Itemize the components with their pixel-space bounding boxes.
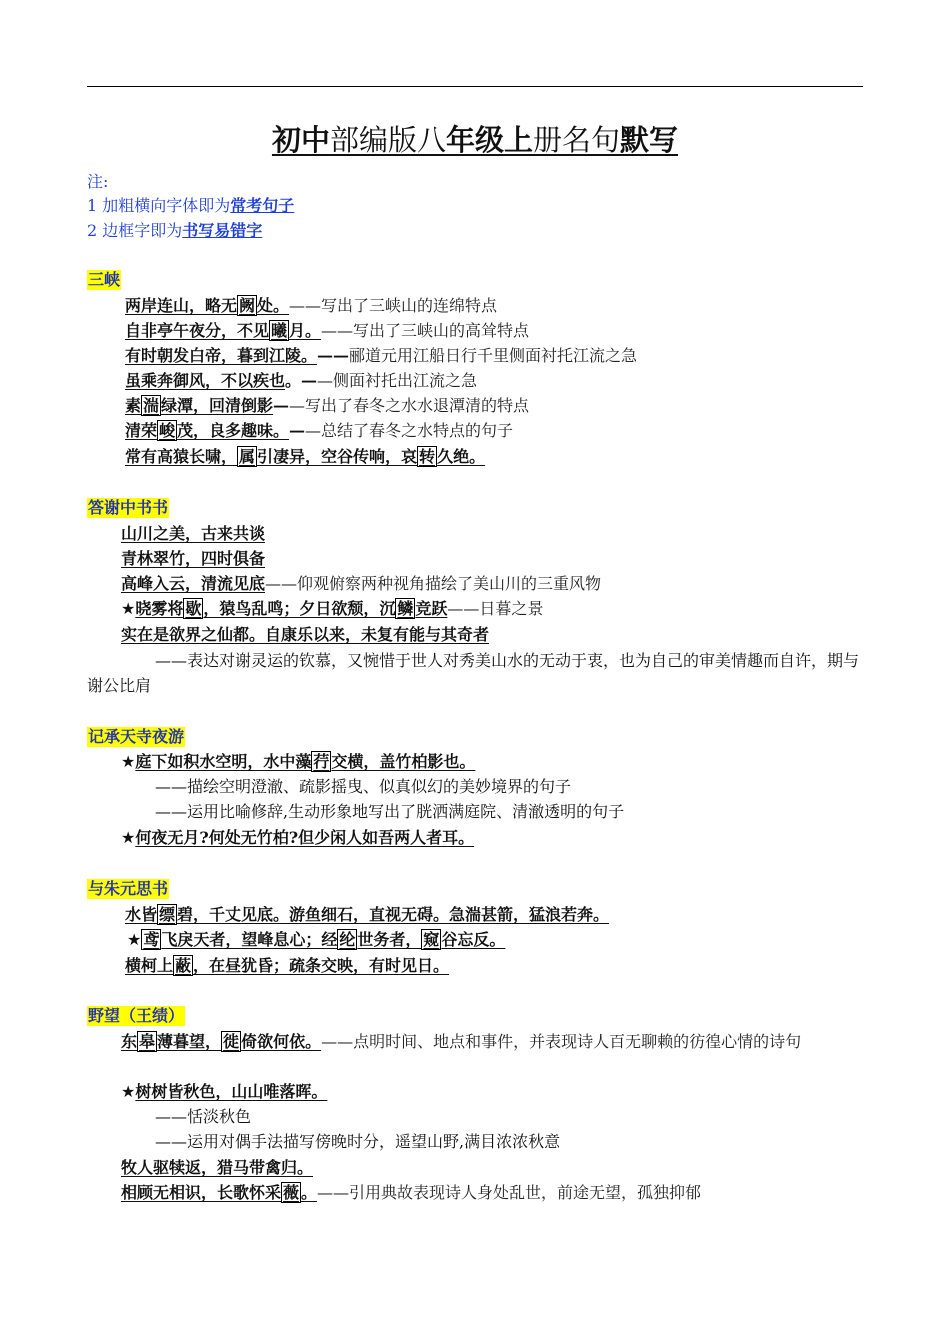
- text-span: 青林翠竹，四时俱备: [121, 549, 266, 568]
- text-span: 倚欲何依。: [241, 1032, 322, 1051]
- page-title: [0, 118, 950, 159]
- quote-line: [121, 599, 543, 619]
- text-span: 横柯上: [125, 956, 174, 975]
- text-span: 自非亭午夜分，不见: [125, 321, 270, 340]
- error-char-box: 湍: [143, 396, 160, 415]
- quote-line: [125, 421, 513, 441]
- text-span: 茂，良多趣味。: [177, 421, 290, 440]
- commentary-line: ——运用对偶手法描写傍晚时分，遥望山野,满目浓浓秋意: [155, 1132, 561, 1151]
- star-icon: ★: [121, 828, 136, 847]
- error-char-box: 薇: [283, 1183, 300, 1202]
- text-span: —: [273, 396, 290, 415]
- text-span: —: [289, 421, 306, 440]
- text-span: 碧，千丈见底。游鱼细石，直视无碍。急湍甚箭，猛浪若奔。: [177, 905, 610, 924]
- commentary-paragraph: ——表达对谢灵运的钦慕，又惋惜于世人对秀美山水的无动于衷，也为自己的审美情趣而自许，期与谢公比肩: [87, 651, 860, 695]
- quote-line: [121, 828, 474, 848]
- error-char-box: 鳞: [397, 599, 414, 618]
- text-span: 薄暮望，: [157, 1032, 222, 1051]
- text-span: 交横，盖竹柏影也。: [331, 752, 476, 771]
- text-span: —总结了春冬之水特点的句子: [305, 421, 514, 440]
- quote-line: [125, 321, 529, 341]
- text-span: 高峰入云，清流见底: [121, 574, 266, 593]
- text-span: 有时朝发白帝，暮到江陵。: [125, 346, 318, 365]
- text-span: 实在是欲界之仙都。自康乐以来，未复有能与其奇者: [121, 625, 490, 644]
- text-span: 清荣: [125, 421, 158, 440]
- quote-line: [121, 574, 601, 594]
- text-span: ——仰观俯察两种视角描绘了美山川的三重风物: [265, 574, 602, 593]
- quote-line: [125, 905, 609, 925]
- quote-line: [125, 396, 529, 416]
- text-span: 素: [125, 396, 142, 415]
- error-char-box: 缥: [159, 905, 176, 924]
- quote-line: [121, 1158, 313, 1178]
- text-span: ——: [317, 346, 350, 365]
- error-char-box: 歇: [185, 599, 202, 618]
- text-span: [121, 1182, 317, 1203]
- text-span: [125, 446, 485, 467]
- text-span: ，在昼犹昏；疏条交映，有时见日。: [193, 956, 450, 975]
- quote-line: [121, 625, 489, 645]
- text-span: 。—: [285, 371, 318, 390]
- text-span: —侧面衬托出江流之急: [317, 371, 478, 390]
- error-char-box: 阙: [239, 296, 256, 315]
- error-char-box: 曦: [271, 321, 288, 340]
- text-span: ——写出了三峡山的连绵特点: [289, 296, 498, 315]
- text-span: [125, 395, 273, 416]
- text-span: 相顾无相识，长歌怀采: [121, 1183, 282, 1202]
- text-span: 。: [301, 1183, 318, 1202]
- quote-line: [125, 296, 497, 316]
- text-span: 谷忘反。: [441, 930, 506, 949]
- text-span: [141, 929, 505, 950]
- quote-line: [125, 346, 637, 366]
- text-span: 2 边框字即为: [87, 221, 183, 240]
- text-span: [135, 751, 475, 772]
- text-span: 默写: [620, 123, 679, 157]
- text-span: 树树皆秋色，山山唯落晖。: [135, 1082, 328, 1101]
- note-1: [87, 193, 294, 216]
- error-char-box: 窥: [423, 930, 440, 949]
- error-char-box: 属: [239, 447, 256, 466]
- text-span: 1 加粗横向字体即为: [87, 196, 231, 215]
- text-span: 山川之美，古来共谈: [121, 524, 266, 543]
- error-char-box: 荇: [313, 752, 330, 771]
- text-span: 世务者，: [357, 930, 422, 949]
- text-span: 久绝。: [437, 447, 486, 466]
- quote-line: [125, 371, 477, 391]
- section-heading-jcts: 记承天寺夜游: [88, 727, 185, 746]
- text-span: ，猿鸟乱鸣；夕日欲颓，沉: [203, 599, 396, 618]
- text-span: [125, 904, 609, 925]
- text-span: ——引用典故表现诗人身处乱世，前途无望，孤独抑郁: [317, 1183, 702, 1202]
- quote-paragraph: [87, 1029, 865, 1054]
- text-span: 绿潭，回清倒影: [161, 396, 274, 415]
- error-char-box: 转: [419, 447, 436, 466]
- text-span: 书写易错字: [182, 221, 263, 240]
- quote-line: [125, 956, 449, 976]
- error-char-box: 徙: [223, 1032, 240, 1051]
- text-span: 册名句: [533, 123, 621, 157]
- text-span: 晓雾将: [135, 599, 184, 618]
- text-span: 飞戾天者，望峰息心；经: [161, 930, 338, 949]
- text-span: 竞跃: [415, 599, 448, 618]
- text-span: —写出了春冬之水水退潭清的特点: [289, 396, 530, 415]
- text-span: 年级上: [445, 123, 533, 157]
- text-span: [135, 598, 447, 619]
- quote-line: [121, 1183, 701, 1203]
- text-span: ——写出了三峡山的高耸特点: [321, 321, 530, 340]
- text-span: 常考句子: [230, 196, 295, 215]
- commentary-line: ——运用比喻修辞,生动形象地写出了胱洒满庭院、清澈透明的句子: [155, 802, 625, 821]
- text-span: 月。: [289, 321, 322, 340]
- star-icon: ★: [121, 752, 136, 771]
- text-span: [125, 420, 289, 441]
- section-heading-yw: 野望（王绩）: [88, 1006, 185, 1025]
- text-span: ——日暮之景: [447, 599, 544, 618]
- section-heading-sanxia: 三峡: [88, 270, 121, 289]
- error-char-box: 峻: [159, 421, 176, 440]
- error-char-box: 蔽: [175, 956, 192, 975]
- error-char-box: 皋: [139, 1032, 156, 1051]
- text-span: 庭下如积水空明，水中藻: [135, 752, 312, 771]
- section-heading-dxzsz: 答谢中书书: [88, 498, 169, 517]
- text-span: [121, 1031, 321, 1052]
- commentary-line: ——描绘空明澄澈、疏影摇曳、似真似幻的美妙境界的句子: [155, 777, 572, 796]
- commentary-line: ——恬淡秋色: [155, 1107, 252, 1126]
- text-span: 郦道元用江船日行千里侧面衬托江流之急: [349, 346, 638, 365]
- text-span: 水皆: [125, 905, 158, 924]
- error-char-box: 纶: [339, 930, 356, 949]
- text-span: ——点明时间、地点和事件，并表现诗人百无聊赖的彷徨心情的诗句: [321, 1032, 802, 1051]
- quote-line: [121, 752, 475, 772]
- text-span: 虽乘奔御风，不以疾也: [125, 371, 286, 390]
- text-span: 牧人驱犊返，猎马带禽归。: [121, 1158, 314, 1177]
- text-span: 两岸连山，略无: [125, 296, 238, 315]
- text-span: 引凄异，空谷传响，哀: [257, 447, 418, 466]
- note-2: [87, 218, 262, 241]
- quote-line: [121, 1082, 327, 1102]
- text-span: [125, 955, 449, 976]
- error-char-box: 鸢: [143, 930, 160, 949]
- text-span: [125, 320, 321, 341]
- section-heading-yzys: 与朱元思书: [88, 879, 169, 898]
- text-span: 处。: [257, 296, 290, 315]
- quote-line: [121, 549, 265, 569]
- text-span: 常有高猿长啸，: [125, 447, 238, 466]
- quote-line: [125, 447, 485, 467]
- quote-line: [127, 930, 505, 950]
- note-label: 注:: [87, 172, 109, 191]
- star-icon: ★: [121, 599, 136, 618]
- star-icon: ★: [121, 1082, 136, 1101]
- star-icon: ★: [127, 930, 142, 949]
- text-span: 东: [121, 1032, 138, 1051]
- quote-line: [121, 524, 265, 544]
- text-span: 何夜无月?何处无竹柏?但少闲人如吾两人者耳。: [135, 828, 475, 847]
- text-span: [125, 295, 289, 316]
- text-span: 部编版八: [329, 123, 446, 157]
- top-rule: [87, 86, 863, 87]
- text-span: 初中: [271, 123, 330, 157]
